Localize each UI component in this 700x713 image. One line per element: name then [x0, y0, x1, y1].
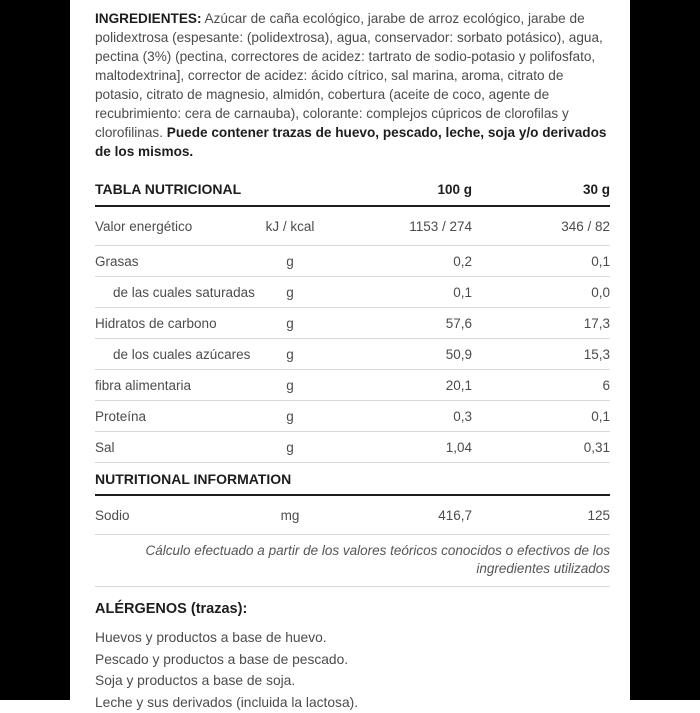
table-row-sodium — [95, 496, 610, 535]
row-value-30g: 15,3 — [472, 347, 610, 362]
ingredients-paragraph — [95, 9, 610, 161]
column-header-100g: 100 g — [325, 182, 472, 197]
allergen-item-milk: Leche y sus derivados (incluida la lactosa). — [95, 692, 610, 713]
row-value-100g: 0,2 — [325, 254, 472, 269]
row-unit: mg — [255, 508, 325, 523]
row-value-30g: 17,3 — [472, 316, 610, 331]
calculation-note: Cálculo efectuado a partir de los valores teóricos conocidos o efectivos de los ingredientes utilizados — [95, 535, 610, 587]
nutrition-table — [95, 176, 610, 587]
row-value-100g: 1153 / 274 — [325, 219, 472, 234]
nutritional-information-header-row — [95, 463, 610, 496]
nutritional-information-title: NUTRITIONAL INFORMATION — [95, 471, 291, 487]
table-row-sugars — [95, 339, 610, 370]
row-label: fibra alimentaria — [95, 377, 255, 394]
allergens-title: ALÉRGENOS (trazas): — [95, 601, 610, 617]
table-row-saturated-fat — [95, 277, 610, 308]
row-label: Grasas — [95, 253, 255, 270]
row-value-30g: 0,31 — [472, 440, 610, 455]
row-value-30g: 0,1 — [472, 409, 610, 424]
row-unit: g — [255, 347, 325, 362]
row-value-30g: 346 / 82 — [472, 219, 610, 234]
row-value-30g: 6 — [472, 378, 610, 393]
row-value-100g: 57,6 — [325, 316, 472, 331]
row-value-100g: 416,7 — [325, 508, 472, 523]
table-row-salt — [95, 432, 610, 463]
row-value-100g: 1,04 — [325, 440, 472, 455]
ingredients-text: Azúcar de caña ecológico, jarabe de arroz ecológico, jarabe de polidextrosa (espesante: (polidextrosa), agua, conservador: sorbato potásico), agua, pectina (3%) (pectina, correctores de acidez: tartrato de sodio-potasio y polifosfato, maltodextrina], corrector de acidez: ácido cítrico, sal marina, aroma, citrato de potasio, citrato de magnesio, almidón, cobertura (aceite de coco, agente de recubrimiento: cera de carnauba), colorante: complejos cúpricos de clorofilas y clorofilinas. — [95, 11, 603, 140]
row-label: Sal — [95, 439, 255, 456]
row-label: de los cuales azúcares — [95, 346, 255, 363]
right-black-bar — [630, 0, 700, 700]
row-label: Sodio — [95, 507, 255, 524]
row-unit: kJ / kcal — [255, 219, 325, 234]
label-content — [70, 0, 630, 700]
allergen-item-soy: Soja y productos a base de soja. — [95, 670, 610, 692]
row-unit: g — [255, 378, 325, 393]
column-header-30g: 30 g — [472, 182, 610, 197]
allergen-item-fish: Pescado y productos a base de pescado. — [95, 649, 610, 671]
table-row-protein — [95, 401, 610, 432]
row-unit: g — [255, 285, 325, 300]
row-unit: g — [255, 254, 325, 269]
ingredients-label: INGREDIENTES: — [95, 11, 202, 26]
table-row-fat — [95, 246, 610, 277]
nutrition-table-title: TABLA NUTRICIONAL — [95, 181, 255, 198]
table-row-fiber — [95, 370, 610, 401]
row-value-100g: 0,3 — [325, 409, 472, 424]
row-value-30g: 0,1 — [472, 254, 610, 269]
row-unit: g — [255, 409, 325, 424]
left-black-bar — [0, 0, 70, 700]
nutrition-table-header-row — [95, 176, 610, 207]
row-value-30g: 0,0 — [472, 285, 610, 300]
row-unit: g — [255, 440, 325, 455]
row-value-100g: 20,1 — [325, 378, 472, 393]
row-label: Hidratos de carbono — [95, 315, 255, 332]
row-value-100g: 50,9 — [325, 347, 472, 362]
table-row-carbohydrates — [95, 308, 610, 339]
row-label: de las cuales saturadas — [95, 284, 255, 301]
table-row-energy — [95, 207, 610, 246]
row-label: Proteína — [95, 408, 255, 425]
row-label: Valor energético — [95, 218, 255, 235]
row-value-100g: 0,1 — [325, 285, 472, 300]
allergens-section — [95, 601, 610, 713]
row-value-30g: 125 — [472, 508, 610, 523]
ingredients-traces-statement: Puede contener trazas de huevo, pescado, leche, soja y/o derivados de los mismos. — [95, 125, 606, 159]
allergen-item-egg: Huevos y productos a base de huevo. — [95, 627, 610, 649]
row-unit: g — [255, 316, 325, 331]
